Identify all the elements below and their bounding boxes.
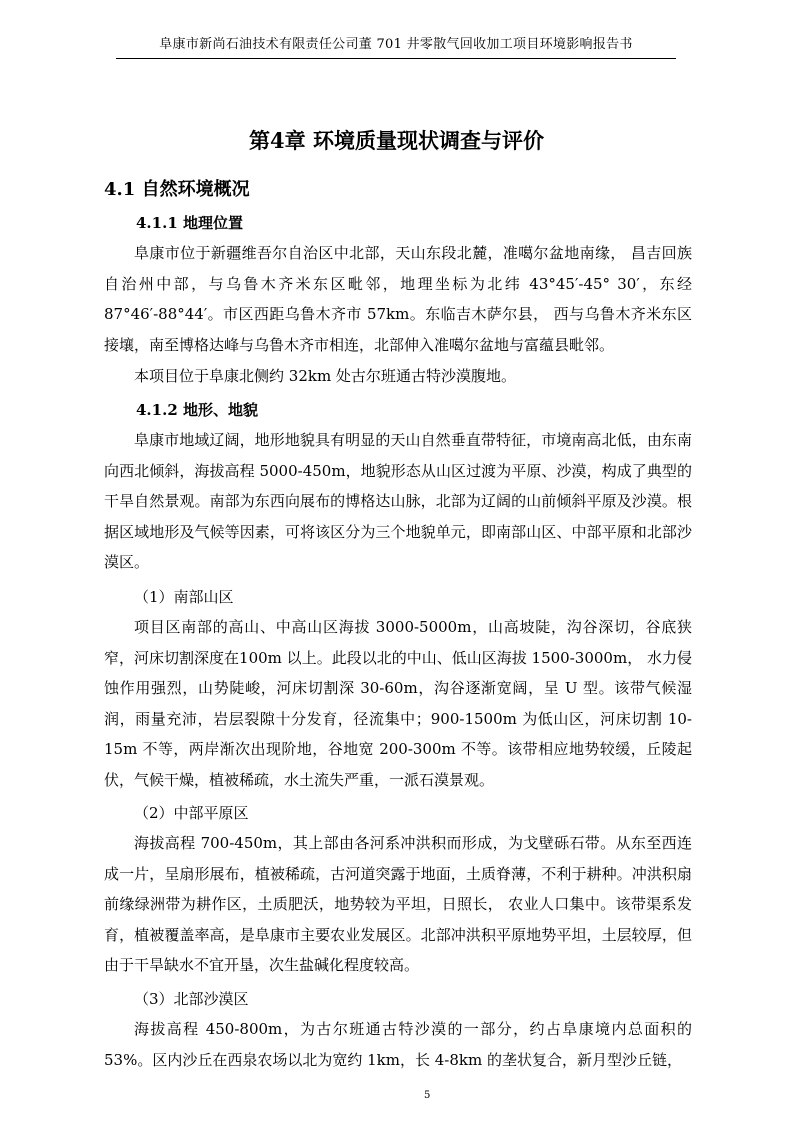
header-rule bbox=[116, 58, 676, 59]
subsection-title-geo: 4.1.1 地理位置 bbox=[136, 214, 243, 232]
paragraph-southern-mountains: 项目区南部的高山、中高山区海拔 3000-5000m，山高坡陡，沟谷深切，谷底狭窄，河床切割深度在100m 以上。此段以北的中山、低山区海拔 1500-3000m， 水力侵蚀作用强烈，山势陡峻，河床切割深 30-60m，沟谷逐渐宽阔，呈 U 型。该带气候湿润，雨量充沛，岩层裂隙十分发育，径流集中；900-1500m 为低山区，河床切割 10-15m 不等，两岸渐次出现阶地，谷地宽 200-300m 不等。该带相应地势较缓，丘陵起伏，气候干燥，植被稀疏，水土流失严重，一派石漠景观。 bbox=[104, 618, 692, 789]
paragraph-northern-desert: 海拔高程 450-800m，为古尔班通古特沙漠的一部分，约占阜康境内总面积的 53%。区内沙丘在西泉农场以北为宽约 1km，长 4-8km 的垄状复合，新月型沙丘链， bbox=[104, 1020, 692, 1069]
chapter-title: 第4章 环境质量现状调查与评价 bbox=[249, 128, 544, 153]
item-label-southern-mountains: （1）南部山区 bbox=[134, 588, 234, 606]
page-header: 阜康市新尚石油技术有限责任公司董 701 井零散气回收加工项目环境影响报告书 bbox=[159, 37, 633, 52]
paragraph-terrain-overview: 阜康市地域辽阔，地形地貌具有明显的天山自然垂直带特征，市境南高北低，由东南向西北倾斜，海拔高程 5000-450m，地貌形态从山区过渡为平原、沙漠，构成了典型的干旱自然景观。南部为东西向展布的博格达山脉，北部为辽阔的山前倾斜平原及沙漠。根据区域地形及气候等因素，可将该区分为三个地貌单元，即南部山区、中部平原和北部沙漠区。 bbox=[104, 431, 692, 572]
paragraph-geo-location: 阜康市位于新疆维吾尔自治区中北部，天山东段北麓，准噶尔盆地南缘， 昌吉回族自治州中部，与乌鲁木齐米东区毗邻，地理坐标为北纬 43°45′-45° 30′，东经 87°46′-88°44′。市区西距乌鲁木齐市 57km。东临吉木萨尔县， 西与乌鲁木齐米东区接壤，南至博格达峰与乌鲁木齐市相连，北部伸入准噶尔盆地与富蕴县毗邻。 bbox=[104, 244, 692, 354]
page-number: 5 bbox=[424, 1090, 431, 1101]
subsection-title-terrain: 4.1.2 地形、地貌 bbox=[136, 401, 258, 419]
item-label-central-plain: （2）中部平原区 bbox=[134, 804, 249, 822]
paragraph-project-location: 本项目位于阜康北侧约 32km 处古尔班通古特沙漠腹地。 bbox=[134, 367, 516, 385]
section-title: 4.1 自然环境概况 bbox=[104, 179, 250, 200]
paragraph-central-plain: 海拔高程 700-450m，其上部由各河系冲洪积而形成，为戈壁砾石带。从东至西连成一片，呈扇形展布，植被稀疏，古河道突露于地面，土质脊薄，不利于耕种。冲洪积扇前缘绿洲带为耕作区，土质肥沃，地势较为平坦，日照长， 农业人口集中。该带渠系发育，植被覆盖率高，是阜康市主要农业发展区。北部冲洪积平原地势平坦，土层较厚，但由于干旱缺水不宜开垦，次生盐碱化程度较高。 bbox=[104, 834, 692, 975]
item-label-northern-desert: （3）北部沙漠区 bbox=[134, 990, 249, 1008]
